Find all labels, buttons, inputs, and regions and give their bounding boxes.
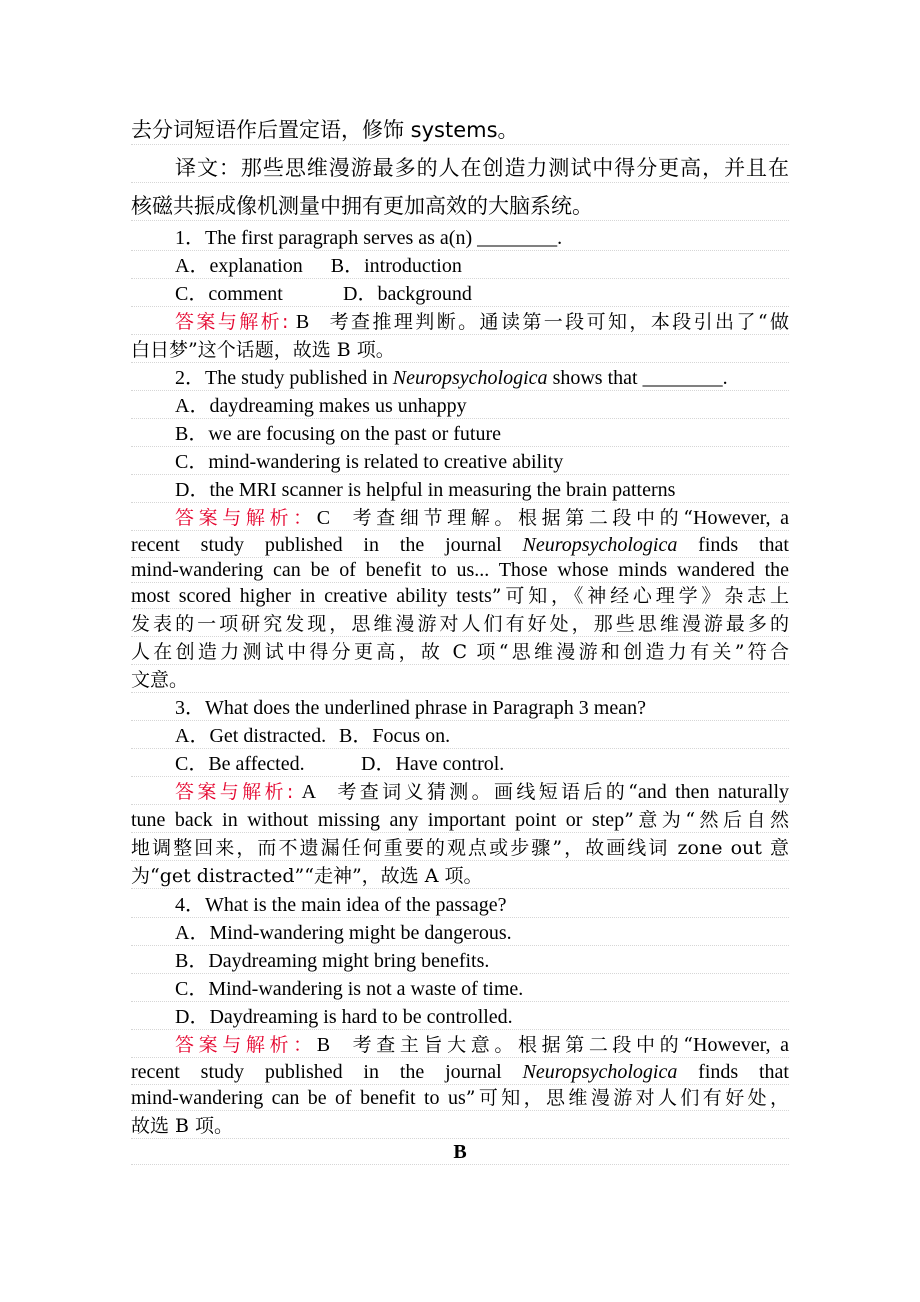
question-4-explanation-3 [131,1086,789,1111]
question-2-explanation-5 [131,612,789,637]
question-2-option-b [131,422,789,447]
question-2-explanation-6 [131,640,789,665]
section-heading [131,1140,789,1165]
explanation-text: ”可知，思维漫游对人们有好处， [465,1087,789,1109]
explanation-quote: However, a [693,1034,789,1056]
translation-line-1 [131,154,789,183]
option-a: A．Mind-wandering might be dangerous. [175,922,512,944]
question-3-explanation-3 [131,836,789,861]
question-3-options-ab [131,724,789,749]
explanation-text: ”意为“然后自然 [624,809,789,831]
explanation-quote: and then naturally [637,781,789,803]
question-3-options-cd [131,752,789,777]
option-b: B．introduction [330,255,462,277]
question-4-explanation-2 [131,1060,789,1085]
explanation-text: 人在创造力测试中得分更高，故 C 项“思维漫游和创造力有关”符合 [131,641,789,663]
answer-letter: B [316,1034,331,1056]
question-4-option-a [131,921,789,946]
question-2-explanation-7 [131,668,789,693]
intro-line [131,116,789,145]
explanation-quote: recent study published in the journal [131,534,523,556]
option-d: D．Daydreaming is hard to be controlled. [175,1006,513,1028]
question-2-answer [131,506,789,531]
question-text: The study published in [205,367,393,389]
question-2-stem [131,366,789,391]
section-heading-text: B [453,1141,467,1163]
question-2-explanation-4 [131,584,789,609]
option-a: A．daydreaming makes us unhappy [175,395,467,417]
question-1-options-ab [131,254,789,279]
explanation-text: 故选 B 项。 [131,1115,234,1137]
question-text-end: shows that ________. [547,367,728,389]
question-number: 4． [175,894,205,916]
question-2-explanation-2 [131,533,789,558]
answer-letter: A [293,781,317,803]
question-3-stem [131,696,789,721]
question-1-options-cd [131,282,789,307]
question-number: 1． [175,227,205,249]
question-2-option-d [131,478,789,503]
question-4-option-d [131,1005,789,1030]
intro-text: 去分词短语作后置定语，修饰 systems。 [131,118,519,142]
journal-name: Neuropsychologica [392,367,548,389]
explanation-quote: most scored higher in creative ability tests [131,585,492,607]
translation-text-1: 那些思维漫游最多的人在创造力测试中得分更高，并且在 [240,156,789,180]
explanation-quote: finds that [677,534,789,556]
explanation-quote: mind-wandering can be of benefit to us... Those whose minds wandered the [131,559,789,581]
explanation-quote: finds that [677,1061,789,1083]
question-4-answer [131,1033,789,1058]
question-1-explanation-2 [131,338,789,363]
option-c: C．Mind-wandering is not a waste of time. [175,978,524,1000]
translation-label: 译文： [175,156,241,180]
option-a: A．explanation [175,255,303,277]
question-4-option-c [131,977,789,1002]
answer-label: 答案与解析: [175,781,294,803]
answer-label: 答案与解析： [175,1034,317,1056]
answer-letter: C [316,507,331,529]
question-4-option-b [131,949,789,974]
option-a: A．Get distracted. [175,725,327,747]
translation-line-2 [131,192,789,221]
explanation-text: 考查主旨大意。根据第二段中的“ [348,1034,693,1056]
question-text: The first paragraph serves as a(n) ________. [205,227,563,249]
explanation-text: ”可知，《神经心理学》杂志上 [491,585,790,607]
translation-text-2: 核磁共振成像机测量中拥有更加高效的大脑系统。 [131,194,593,218]
explanation-text: 考查词义猜测。画线短语后的“ [334,781,638,803]
answer-label: 答案与解析： [175,507,317,529]
journal-name: Neuropsychologica [522,1061,678,1083]
option-d: D．background [343,283,472,305]
explanation-text: 地调整回来，而不遗漏任何重要的观点或步骤”，故画线词 zone out 意 [131,837,789,859]
answer-letter: B [288,311,310,333]
option-c: C．mind-wandering is related to creative ability [175,451,564,473]
option-b: B．Focus on. [339,725,451,747]
question-4-stem [131,893,789,918]
explanation-quote: However, a [693,507,789,529]
question-4-explanation-4 [131,1114,789,1139]
question-text: What does the underlined phrase in Paragraph 3 mean? [205,697,646,719]
explanation-quote: recent study published in the journal [131,1061,523,1083]
journal-name: Neuropsychologica [522,534,678,556]
question-number: 2． [175,367,205,389]
explanation-text: 白日梦”这个话题，故选 B 项。 [131,339,395,361]
question-text: What is the main idea of the passage? [205,894,507,916]
question-3-explanation-2 [131,808,789,833]
explanation-text: 文意。 [131,669,189,691]
option-c: C．comment [175,283,283,305]
option-c: C．Be affected. [175,753,305,775]
option-d: D．the MRI scanner is helpful in measuring the brain patterns [175,479,676,501]
answer-label: 答案与解析: [175,311,289,333]
question-3-answer [131,780,789,805]
question-number: 3． [175,697,205,719]
question-3-explanation-4 [131,864,789,889]
explanation-text: 为“get distracted”“走神”，故选 A 项。 [131,865,483,887]
explanation-text: 考查推理判断。通读第一段可知，本段引出了“做 [327,311,790,333]
explanation-quote: mind-wandering can be of benefit to us [131,1087,466,1109]
option-b: B．Daydreaming might bring benefits. [175,950,490,972]
question-2-option-a [131,394,789,419]
explanation-quote: tune back in without missing any important point or step [131,809,625,831]
option-d: D．Have control. [361,753,505,775]
question-1-stem [131,226,789,251]
question-2-explanation-3 [131,558,789,583]
question-1-answer [131,310,789,335]
explanation-text: 发表的一项研究发现，思维漫游对人们有好处，那些思维漫游最多的 [131,613,789,635]
explanation-text: 考查细节理解。根据第二段中的“ [348,507,693,529]
option-b: B．we are focusing on the past or future [175,423,502,445]
question-2-option-c [131,450,789,475]
